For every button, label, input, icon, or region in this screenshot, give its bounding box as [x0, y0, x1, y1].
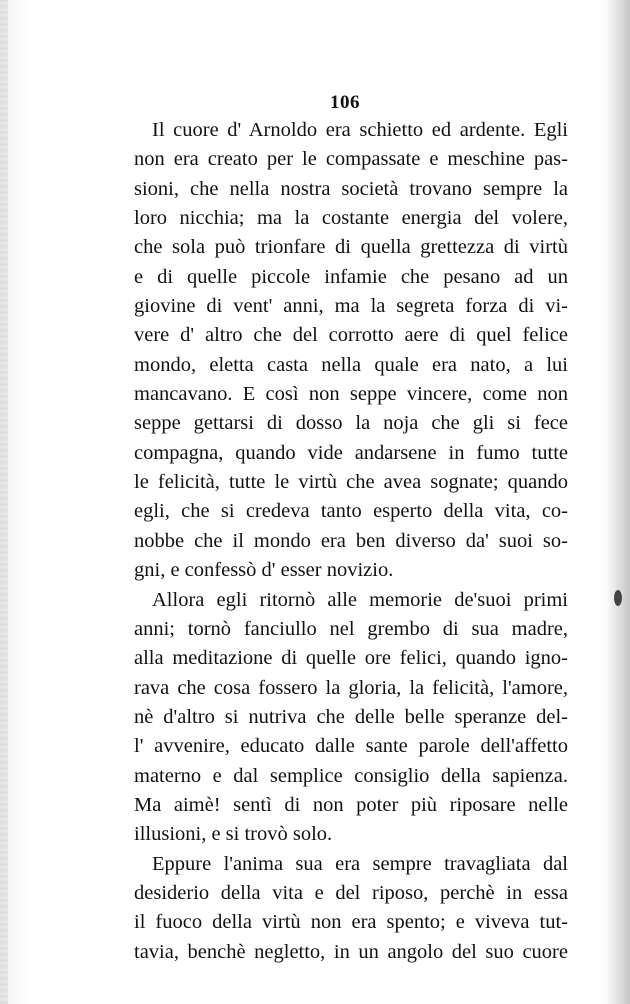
- page-right-shadow: [606, 0, 630, 1004]
- text-line: compagna, quando vide andarsene in fumo tutte: [134, 441, 568, 464]
- text-line: e di quelle piccole infamie che pesano ad un: [134, 265, 568, 288]
- text-line: l' avvenire, educato dalle sante parole dell'affetto: [134, 735, 568, 758]
- body-text: [134, 116, 568, 967]
- text-line: egli, che si credeva tanto esperto della vita, co-: [134, 500, 568, 523]
- text-line: illusioni, e si trovò solo.: [134, 823, 333, 846]
- text-line: Ma aimè! sentì di non poter più riposare nelle: [134, 793, 568, 816]
- text-line: non era creato per le compassate e meschine pas-: [134, 148, 568, 171]
- text-line: loro nicchia; ma la costante energia del volere,: [134, 207, 568, 230]
- text-line: Il cuore d' Arnoldo era schietto ed ardente. Egli: [152, 119, 568, 141]
- page-number: 106: [330, 92, 360, 113]
- text-line: vere d' altro che del corrotto aere di quel felice: [134, 324, 568, 347]
- text-line: nobbe che il mondo era ben diverso da' suoi so-: [134, 529, 568, 552]
- text-line: le felicità, tutte le virtù che avea sognate; quando: [134, 471, 568, 494]
- text-line: mancavano. E così non seppe vincere, come non: [134, 383, 568, 406]
- text-line: giovine di vent' anni, ma la segreta forza di vi-: [134, 295, 568, 318]
- text-line: rava che cosa fossero la gloria, la felicità, l'amore,: [134, 676, 568, 699]
- text-line: il fuoco della virtù non era spento; e viveva tut-: [134, 911, 568, 934]
- text-line: materno e dal semplice consiglio della sapienza.: [134, 764, 568, 787]
- text-line: seppe gettarsi di dosso la noja che gli si fece: [134, 412, 568, 435]
- text-line: gni, e confessò d' esser novizio.: [134, 559, 394, 582]
- text-line: mondo, eletta casta nella quale era nato, a lui: [134, 353, 568, 376]
- text-line: Eppure l'anima sua era sempre travagliata dal: [152, 852, 568, 875]
- binding-mark: [614, 590, 622, 606]
- text-line: desiderio della vita e del riposo, perchè in essa: [134, 881, 568, 904]
- text-line: nè d'altro si nutriva che delle belle speranze del-: [134, 705, 568, 728]
- text-line: tavia, benchè negletto, in un angolo del suo cuore: [134, 940, 568, 963]
- text-line: anni; tornò fanciullo nel grembo di sua madre,: [134, 617, 568, 640]
- text-line: sioni, che nella nostra società trovano sempre la: [134, 177, 568, 200]
- page-left-edge: [0, 0, 8, 1004]
- text-line: che sola può trionfare di quella grettezza di virtù: [134, 236, 568, 259]
- text-line: Allora egli ritornò alle memorie de'suoi primi: [152, 588, 568, 611]
- text-line: alla meditazione di quelle ore felici, quando igno-: [134, 647, 568, 670]
